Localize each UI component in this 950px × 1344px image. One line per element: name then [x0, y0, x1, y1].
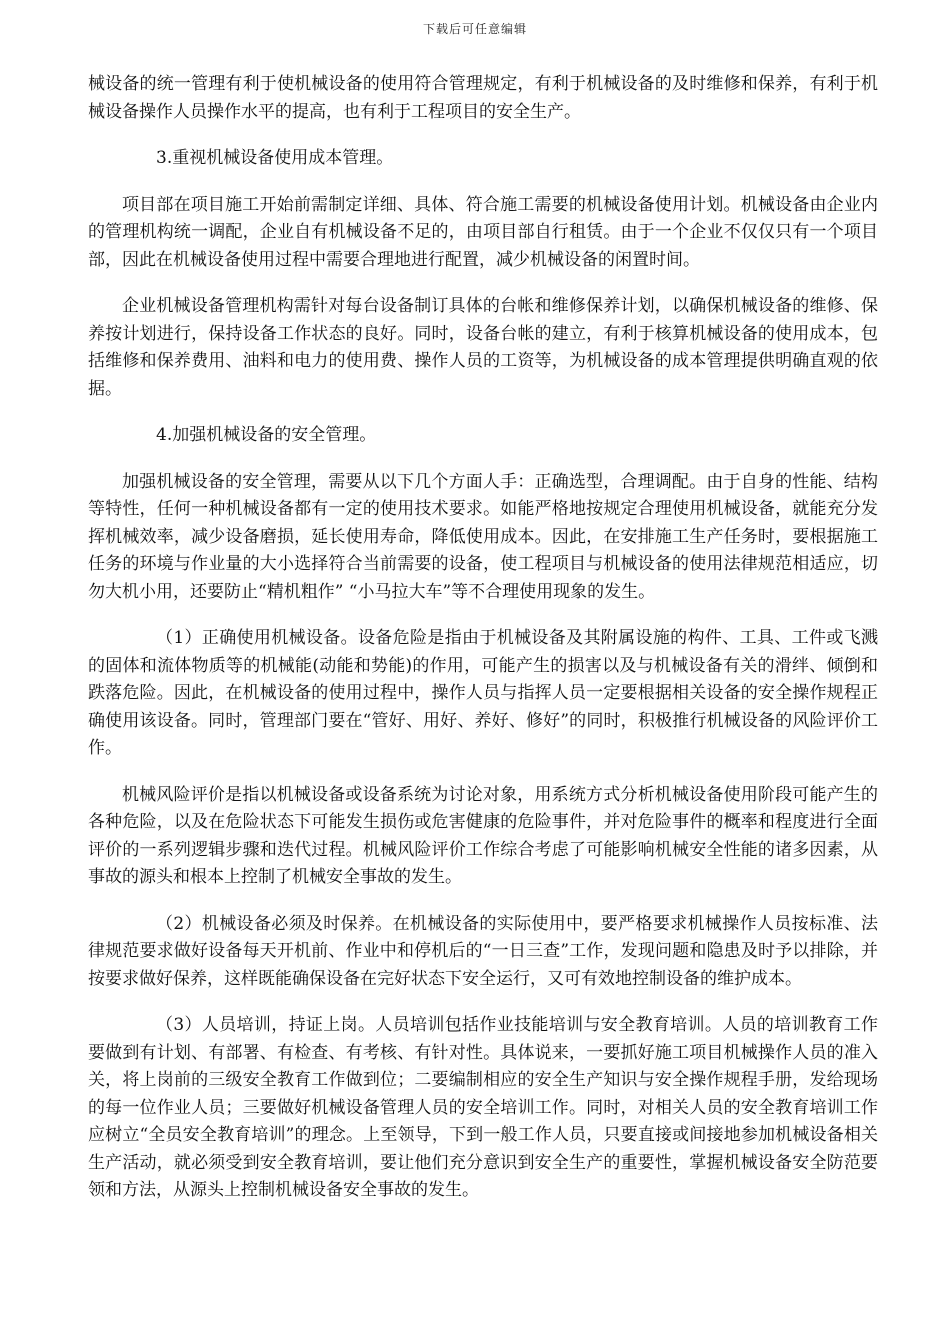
list-item-3: （3）人员培训，持证上岗。人员培训包括作业技能培训与安全教育培训。人员的培训教育工作要做到有计划、有部署、有检查、有考核、有针对性。具体说来，一要抓好施工项目机械操作人员的准入关，将上岗前的三级安全教育工作做到位；二要编制相应的安全生产知识与安全操作规程手册，发给现场的每一位作业人员；三要做好机械设备管理人员的安全培训工作。同时，对相关人员的安全教育培训工作应树立“全员安全教育培训”的理念。上至领导，下到一般工作人员，只要直接或间接地参加机械设备相关生产活动，就必须受到安全教育培训，要让他们充分意识到安全生产的重要性，掌握机械设备安全防范要领和方法，从源头上控制机械设备安全事故的发生。 — [88, 1015, 878, 1200]
list-item-1: （1）正确使用机械设备。设备危险是指由于机械设备及其附属设施的构件、工具、工件或飞溅的固体和流体物质等的机械能(动能和势能)的作用，可能产生的损害以及与机械设备有关的滑绊、倾倒和跌落危险。因此，在机械设备的使用过程中，操作人员与指挥人员一定要根据相关设备的安全操作规程正确使用该设备。同时，管理部门要在“管好、用好、养好、修好”的同时，积极推行机械设备的风险评价工作。 — [88, 628, 878, 758]
page-header: 下载后可任意编辑 — [422, 22, 527, 36]
paragraph: 加强机械设备的安全管理，需要从以下几个方面人手：正确选型，合理调配。由于自身的性能、结构等特性，任何一种机械设备都有一定的使用技术要求。如能严格地按规定合理使用机械设备，就能充分发挥机械效率，减少设备磨损，延长使用寿命，降低使用成本。因此，在安排施工生产任务时，要根据施工任务的环境与作业量的大小选择符合当前需要的设备，使工程项目与机械设备的使用法律规范相适应，切勿大机小用，还要防止“精机粗作” “小马拉大车”等不合理使用现象的发生。 — [88, 471, 878, 602]
list-item-2: （2）机械设备必须及时保养。在机械设备的实际使用中，要严格要求机械操作人员按标准、法律规范要求做好设备每天开机前、作业中和停机后的“一日三查”工作，发现问题和隐患及时予以排除，并按要求做好保养，这样既能确保设备在完好状态下安全运行，又可有效地控制设备的维护成本。 — [88, 913, 878, 989]
paragraph-continuation: 械设备的统一管理有利于使机械设备的使用符合管理规定，有利于机械设备的及时维修和保养，有利于机械设备操作人员操作水平的提高，也有利于工程项目的安全生产。 — [88, 74, 878, 122]
document-body — [88, 71, 878, 1224]
paragraph: 机械风险评价是指以机械设备或设备系统为讨论对象，用系统方式分析机械设备使用阶段可能产生的各种危险，以及在危险状态下可能发生损伤或危害健康的危险事件，并对危险事件的概率和程度进行全面评价的一系列逻辑步骤和迭代过程。机械风险评价工作综合考虑了可能影响机械安全性能的诸多因素，从事故的源头和根本上控制了机械安全事故的发生。 — [88, 784, 878, 887]
section-heading-3: 3.重视机械设备使用成本管理。 — [156, 148, 394, 168]
paragraph: 企业机械设备管理机构需针对每台设备制订具体的台帐和维修保养计划，以确保机械设备的维修、保养按计划进行，保持设备工作状态的良好。同时，设备台帐的建立，有利于核算机械设备的使用成本，包括维修和保养费用、油料和电力的使用费、操作人员的工资等，为机械设备的成本管理提供明确直观的依据。 — [88, 296, 878, 399]
section-heading-4: 4.加强机械设备的安全管理。 — [156, 425, 377, 445]
paragraph: 项目部在项目施工开始前需制定详细、具体、符合施工需要的机械设备使用计划。机械设备由企业内的管理机构统一调配，企业自有机械设备不足的，由项目部自行租赁。由于一个企业不仅仅只有一个项目部，因此在机械设备使用过程中需要合理地进行配置，减少机械设备的闲置时间。 — [88, 194, 878, 270]
